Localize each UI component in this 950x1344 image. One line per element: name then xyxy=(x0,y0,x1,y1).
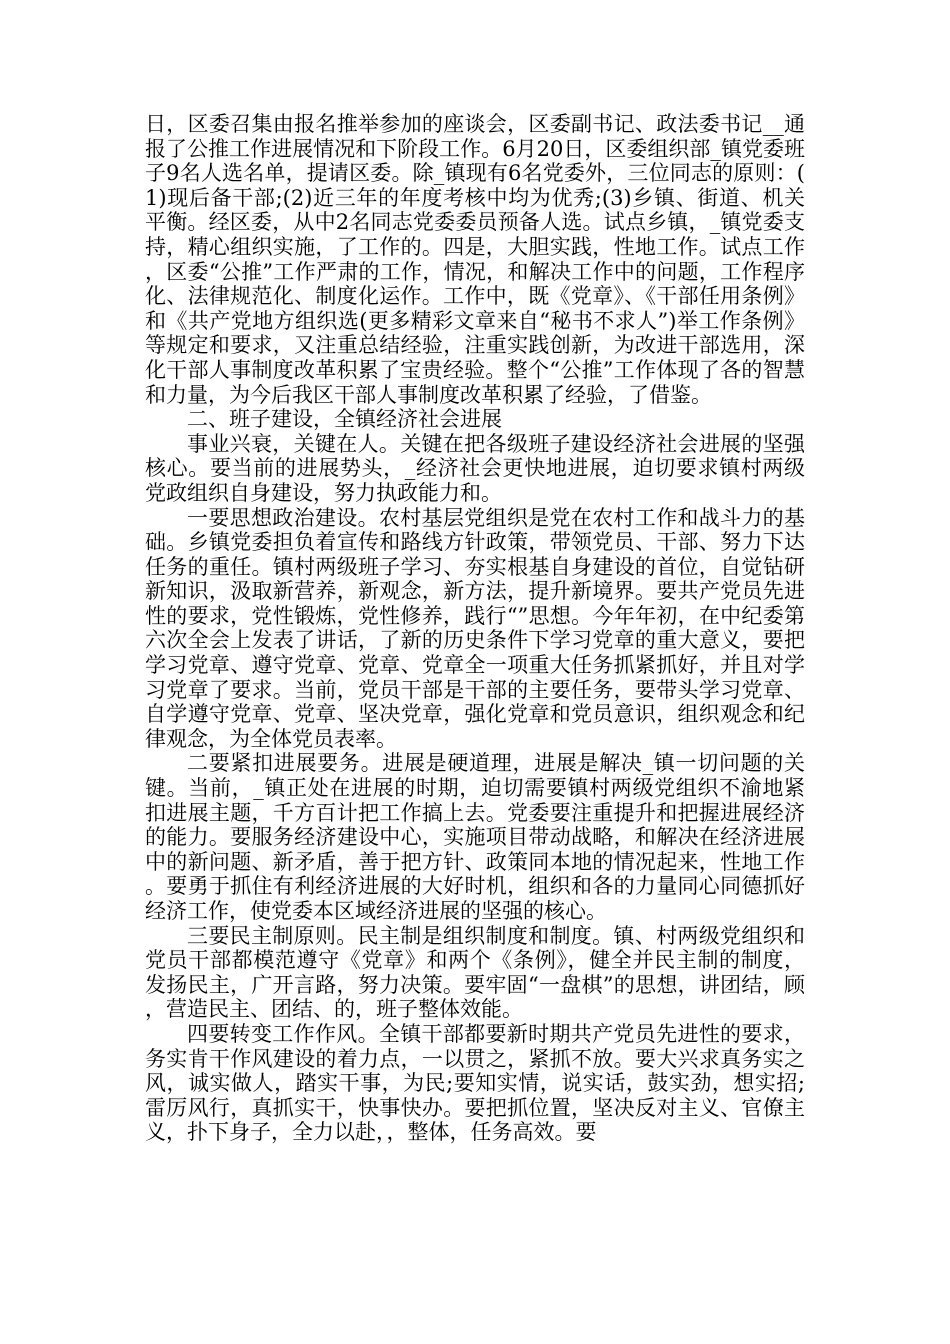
paragraph-election-summary: 日，区委召集由报名推举参加的座谈会，区委副书记、政法委书记__通报了公推工作进展情况和下阶段工作。6月20日，区委组织部_镇党委班子9名人选名单，提请区委。除_镇现有6名党委外，三位同志的原则：(1)现后备干部;(2)近三年的年度考核中均为优秀;(3)乡镇、街道、机关平衡。经区委，从中2名同志党委委员预备人选。试点乡镇，_镇党委支持，精心组织实施，了工作的。四是，大胆实践，性地工作。试点工作，区委“公推”工作严肃的工作，情况，和解决工作中的问题，工作程序化、法律规范化、制度化运作。工作中，既《党章》、《干部任用条例》和《共产党地方组织选(更多精彩文章来自“秘书不求人”)举工作条例》等规定和要求，又注重总结经验，注重实践创新，为改进干部选用，深化干部人事制度改革积累了宝贵经验。整个“公推”工作体现了各的智慧和力量，为今后我区干部人事制度改革积累了经验，了借鉴。 xyxy=(145,112,805,407)
paragraph-ideological-building: 一要思想政治建设。农村基层党组织是党在农村工作和战斗力的基础。乡镇党委担负着宣传和路线方针政策，带领党员、干部、努力下达任务的重任。镇村两级班子学习、夯实根基自身建设的首位，自觉钻研新知识，汲取新营养，新观念，新方法，提升新境界。要共产党员先进性的要求，党性锻炼，党性修养，践行“”思想。今年年初，在中纪委第六次全会上发表了讲话，了新的历史条件下学习党章的重大意义，要把学习党章、遵守党章、党章、党章全一项重大任务抓紧抓好，并且对学习党章了要求。当前，党员干部是干部的主要任务，要带头学习党章、自学遵守党章、党章、坚决党章，强化党章和党员意识，组织观念和纪律观念，为全体党员表率。 xyxy=(145,505,805,751)
paragraph-development-focus: 二要紧扣进展要务。进展是硬道理，进展是解决_镇一切问题的关键。当前，_镇正处在进展的时期，迫切需要镇村两级党组织不渝地紧扣进展主题，千方百计把工作搞上去。党委要注重提升和把握进展经济的能力。要服务经济建设中心，实施项目带动战略，和解决在经济进展中的新问题、新矛盾，善于把方针、政策同本地的情况起来，性地工作。要勇于抓住有利经济进展的大好时机，组织和各的力量同心同德抓好经济工作，使党委本区域经济进展的坚强的核心。 xyxy=(145,751,805,923)
paragraph-democratic-centralism: 三要民主制原则。民主制是组织制度和制度。镇、村两级党组织和党员干部都模范遵守《党章》和两个《条例》，健全并民主制的制度，发扬民主，广开言路，努力决策。要牢固“一盘棋”的思想，讲团结，顾，营造民主、团结、的，班子整体效能。 xyxy=(145,923,805,1022)
section-heading: 二、班子建设，全镇经济社会进展 xyxy=(187,407,502,432)
document-page xyxy=(145,112,805,1145)
paragraph-team-building: 事业兴衰，关键在人。关键在把各级班子建设经济社会进展的坚强核心。要当前的进展势头，_经济社会更快地进展，迫切要求镇村两级党政组织自身建设，努力执政能力和。 xyxy=(145,431,805,505)
paragraph-work-style: 四要转变工作作风。全镇干部都要新时期共产党员先进性的要求，务实肯干作风建设的着力点，一以贯之，紧抓不放。要大兴求真务实之风，诚实做人，踏实干事，为民;要知实情，说实话，鼓实劲，想实招;雷厉风行，真抓实干，快事快办。要把抓位置，坚决反对主义、官僚主义，扑下身子，全力以赴，，整体，任务高效。要 xyxy=(145,1021,805,1145)
